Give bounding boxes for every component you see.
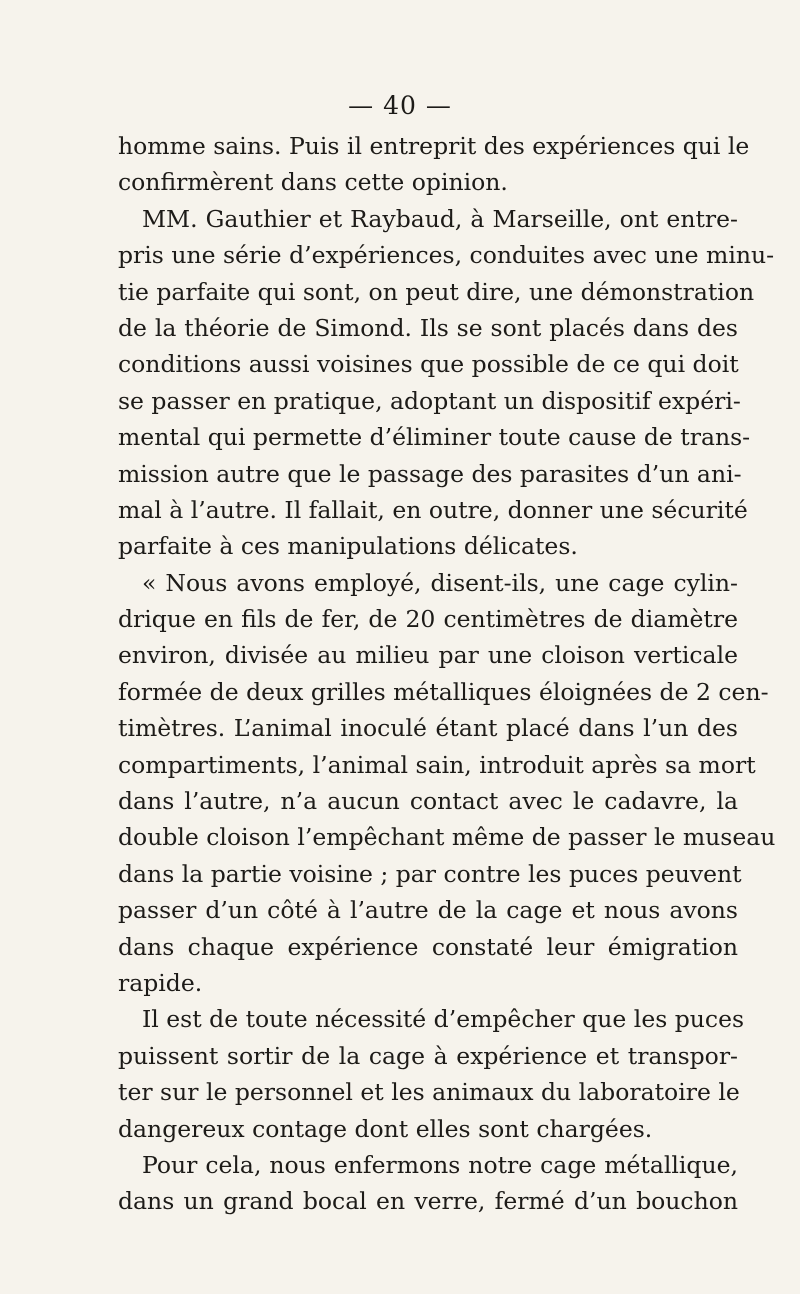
paragraph-start-line: Pour cela, nous enfermons notre cage métallique,: [142, 1150, 738, 1179]
text-line: pris une série d’expériences, conduites avec une minu-: [118, 241, 775, 270]
text-line: dans l’autre, n’a aucun contact avec le cadavre, la: [118, 787, 738, 816]
text-line: double cloison l’empêchant même de passer le museau: [118, 823, 776, 852]
body-text: [118, 128, 776, 1220]
text-line: environ, divisée au milieu par une cloison verticale: [118, 641, 738, 670]
text-line: mal à l’autre. Il fallait, en outre, donner une sécurité: [118, 495, 748, 524]
text-line: conditions aussi voisines que possible de ce qui doit: [118, 350, 739, 379]
text-line: puissent sortir de la cage à expérience et transpor-: [118, 1041, 738, 1070]
text-line: compartiments, l’animal sain, introduit après sa mort: [118, 750, 756, 779]
text-line: ter sur le personnel et les animaux du laboratoire le: [118, 1078, 740, 1107]
text-line: formée de deux grilles métalliques éloignées de 2 cen-: [118, 677, 769, 706]
text-line: drique en fils de fer, de 20 centimètres de diamètre: [118, 605, 738, 634]
text-line: dans la partie voisine ; par contre les puces peuvent: [118, 859, 742, 888]
text-line: homme sains. Puis il entreprit des expériences qui le: [118, 132, 750, 160]
page-number: — 40 —: [348, 91, 452, 120]
text-line: dangereux contage dont elles sont chargées.: [118, 1114, 653, 1143]
text-line: parfaite à ces manipulations délicates.: [118, 532, 578, 561]
text-line: tie parfaite qui sont, on peut dire, une démonstration: [118, 277, 755, 306]
paragraph-start-line: « Nous avons employé, disent-ils, une cage cylin-: [142, 568, 738, 597]
text-line: dans un grand bocal en verre, fermé d’un bouchon: [118, 1187, 738, 1216]
text-line: passer d’un côté à l’autre de la cage et nous avons: [118, 896, 738, 925]
text-line: mental qui permette d’éliminer toute cause de trans-: [118, 423, 751, 452]
text-line: timètres. L’animal inoculé étant placé dans l’un des: [118, 714, 738, 743]
paragraph-start-line: Il est de toute nécessité d’empêcher que les puces: [142, 1005, 745, 1034]
text-line: mission autre que le passage des parasites d’un ani-: [118, 459, 742, 488]
paragraph-start-line: MM. Gauthier et Raybaud, à Marseille, ont entre-: [142, 204, 738, 233]
text-line: confirmèrent dans cette opinion.: [118, 168, 508, 197]
text-line: se passer en pratique, adoptant un dispositif expéri-: [118, 386, 741, 415]
text-line: de la théorie de Simond. Ils se sont placés dans des: [118, 313, 738, 342]
text-line: dans chaque expérience constaté leur émigration: [118, 932, 738, 961]
text-line: rapide.: [118, 968, 203, 997]
